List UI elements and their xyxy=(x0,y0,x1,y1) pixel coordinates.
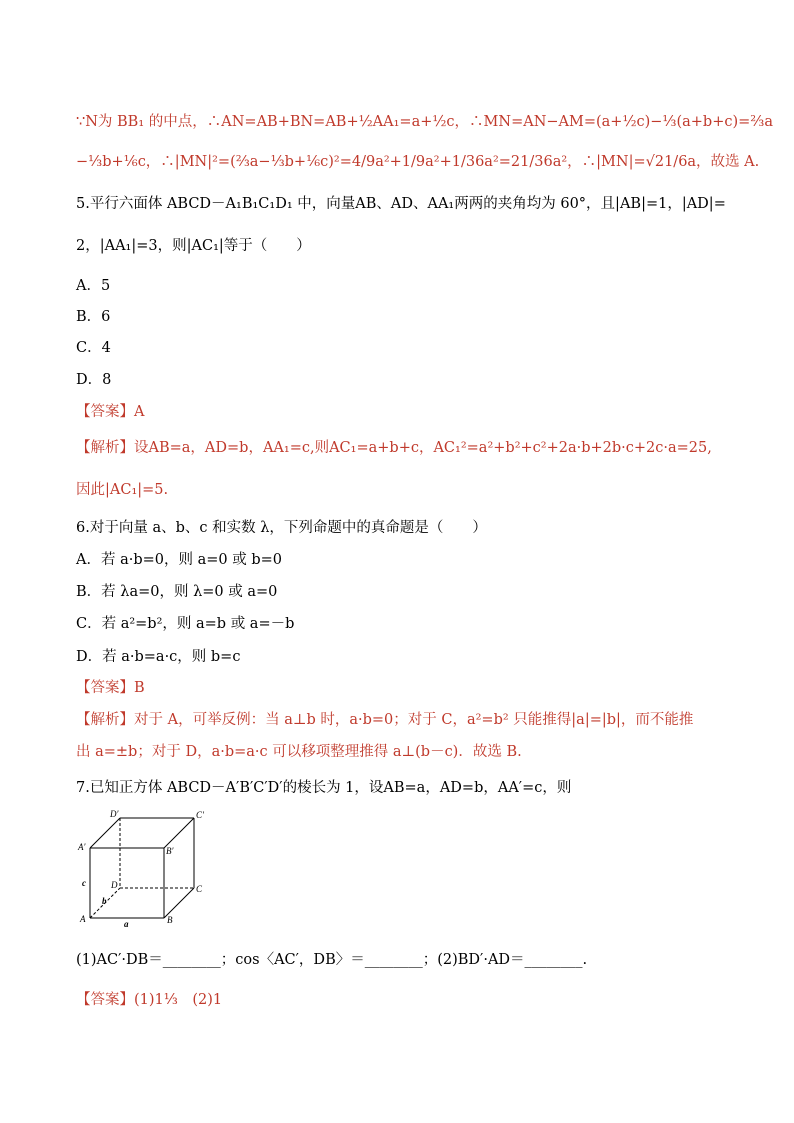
question-5-stem-cont: 2，|AA₁|=3，则|AC₁|等于（ ） xyxy=(76,238,311,254)
question-5-explanation: 【解析】设AB=a，AD=b，AA₁=c,则AC₁=a+b+c，AC₁²=a²+b²+c²+2a·b+2b·c+2c·a=25, xyxy=(76,440,712,456)
question-6-option-a: A．若 a·b=0，则 a=0 或 b=0 xyxy=(76,552,282,568)
question-6-answer: 【答案】B xyxy=(76,680,145,696)
vertex-a-prime-label: A′ xyxy=(78,842,86,852)
question-6-option-d: D．若 a·b=a·c，则 b=c xyxy=(76,649,241,665)
question-6-explanation: 【解析】对于 A，可举反例：当 a⊥b 时，a·b=0；对于 C，a²=b² 只能推得|a|=|b|，而不能推 xyxy=(76,712,694,728)
question-6-option-c: C．若 a²=b²，则 a=b 或 a=－b xyxy=(76,616,295,632)
vertex-b-prime-label: B′ xyxy=(166,846,174,856)
question-6-explanation-cont: 出 a=±b；对于 D，a·b=a·c 可以移项整理推得 a⊥(b－c)．故选 B. xyxy=(76,744,522,760)
vertex-c-prime-label: C′ xyxy=(196,810,204,820)
edge-b-label: b xyxy=(102,896,107,906)
question-6-stem: 6.对于向量 a、b、c 和实数 λ，下列命题中的真命题是（ ） xyxy=(76,520,487,536)
question-5-option-a: A．5 xyxy=(76,278,111,294)
vertex-d-prime-label: D′ xyxy=(110,810,119,819)
question-7-answer: 【答案】(1)1⅓ (2)1 xyxy=(76,992,223,1008)
question-5-explanation-cont: 因此|AC₁|=5. xyxy=(76,482,169,498)
solution-line-1: ∵N为 BB₁ 的中点，∴AN=AB+BN=AB+½AA₁=a+½c，∴MN=AN−AM=(a+½c)−⅓(a+b+c)=⅔a xyxy=(76,114,773,130)
question-5-stem: 5.平行六面体 ABCD－A₁B₁C₁D₁ 中，向量AB、AD、AA₁两两的夹角均为 60°，且|AB|=1，|AD|= xyxy=(76,196,726,212)
question-5-answer: 【答案】A xyxy=(76,404,145,420)
edge-c-label: c xyxy=(82,878,86,888)
solution-line-2: −⅓b+⅙c，∴|MN|²=(⅔a−⅓b+⅙c)²=4/9a²+1/9a²+1/36a²=21/36a²，∴|MN|=√21/6a，故选 A. xyxy=(76,154,760,170)
question-5-option-b: B．6 xyxy=(76,309,111,325)
edge-a-label: a xyxy=(124,919,129,928)
question-6-option-b: B．若 λa=0，则 λ=0 或 a=0 xyxy=(76,584,278,600)
vertex-b-label: B xyxy=(167,915,173,925)
question-5-option-c: C．4 xyxy=(76,340,111,356)
question-5-option-d: D．8 xyxy=(76,372,112,388)
vertex-d-label: D xyxy=(111,880,118,890)
question-7-blanks: (1)AC′·DB＝________；cos〈AC′，DB〉＝________；(2)BD′·AD＝________. xyxy=(76,952,588,968)
question-7-stem: 7.已知正方体 ABCD－A′B′C′D′的棱长为 1，设AB=a，AD=b，AA′=c，则 xyxy=(76,780,572,796)
cube-diagram xyxy=(76,810,216,928)
vertex-a-label: A xyxy=(80,914,86,924)
vertex-c-label: C xyxy=(196,884,203,894)
